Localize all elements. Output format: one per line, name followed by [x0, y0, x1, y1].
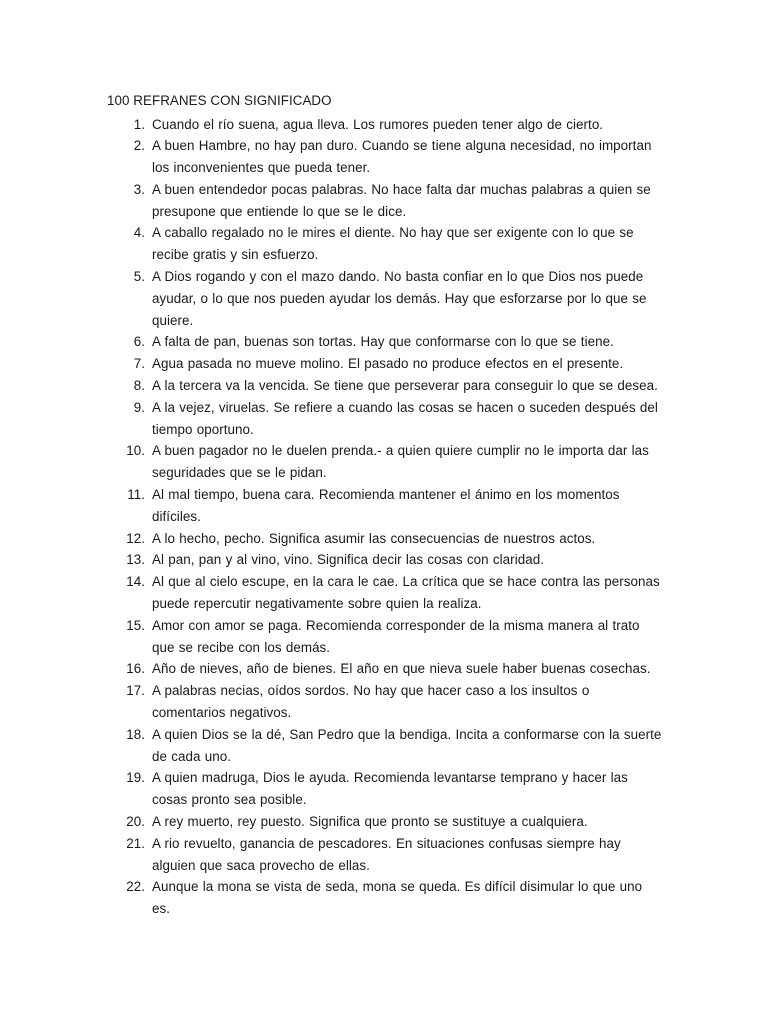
- proverb-item: [0, 135, 662, 179]
- item-number: 3.: [133, 181, 145, 197]
- proverb-item: [0, 440, 662, 484]
- proverb-item: [0, 680, 662, 724]
- item-text: A lo hecho, pecho. Significa asumir las consecuencias de nuestros actos.: [152, 530, 596, 546]
- item-text: Año de nieves, año de bienes. El año en que nieva suele haber buenas cosechas.: [152, 661, 651, 677]
- proverb-item: [0, 353, 662, 375]
- proverb-item: [0, 331, 662, 353]
- item-text: A palabras necias, oídos sordos. No hay que hacer caso a los insultos o comentarios negativos.: [152, 683, 590, 721]
- proverb-item: [0, 767, 662, 811]
- item-text: A buen Hambre, no hay pan duro. Cuando se tiene alguna necesidad, no importan los inconvenientes que pueda tener.: [152, 138, 652, 176]
- proverb-item: [0, 266, 662, 331]
- proverb-item: [0, 549, 662, 571]
- item-number: 22.: [126, 879, 145, 895]
- item-number: 10.: [126, 443, 145, 459]
- item-number: 19.: [126, 770, 145, 786]
- item-number: 9.: [133, 399, 145, 415]
- item-text: Agua pasada no mueve molino. El pasado no produce efectos en el presente.: [152, 356, 624, 372]
- item-text: A la vejez, viruelas. Se refiere a cuando las cosas se hacen o suceden después del tiempo oportuno.: [152, 399, 658, 437]
- item-text: A buen pagador no le duelen prenda.- a quien quiere cumplir no le importa dar las seguridades que se le pidan.: [152, 443, 649, 481]
- item-text: A buen entendedor pocas palabras. No hace falta dar muchas palabras a quien se presupone que entiende lo que se le dice.: [152, 181, 651, 219]
- proverb-item: [0, 833, 662, 877]
- item-text: Al mal tiempo, buena cara. Recomienda mantener el ánimo en los momentos difíciles.: [152, 487, 620, 524]
- item-number: 21.: [126, 835, 145, 851]
- item-text: A la tercera va la vencida. Se tiene que perseverar para conseguir lo que se desea.: [152, 378, 658, 394]
- item-text: A falta de pan, buenas son tortas. Hay que conformarse con lo que se tiene.: [152, 334, 614, 350]
- item-text: Cuando el río suena, agua lleva. Los rumores pueden tener algo de cierto.: [152, 116, 604, 132]
- item-number: 15.: [126, 617, 145, 633]
- item-text: A caballo regalado no le mires el diente. No hay que ser exigente con lo que se recibe gratis y sin esfuerzo.: [152, 225, 634, 263]
- proverb-item: [0, 375, 662, 397]
- proverb-item: [0, 615, 662, 659]
- proverb-item: [0, 724, 662, 768]
- proverb-item: [0, 484, 662, 528]
- item-text: A rio revuelto, ganancia de pescadores. En situaciones confusas siempre hay alguien que saca provecho de ellas.: [152, 835, 621, 873]
- proverb-item: [0, 571, 662, 615]
- item-number: 5.: [133, 269, 145, 285]
- item-text: Aunque la mona se vista de seda, mona se queda. Es difícil disimular lo que uno es.: [152, 879, 643, 917]
- item-number: 2.: [133, 138, 145, 154]
- item-number: 20.: [126, 814, 145, 829]
- item-number: 4.: [133, 225, 145, 241]
- item-number: 17.: [126, 683, 145, 699]
- item-text: Al pan, pan y al vino, vino. Significa decir las cosas con claridad.: [152, 552, 544, 568]
- proverb-item: [0, 658, 662, 680]
- proverb-item: [0, 528, 662, 550]
- item-text: A Dios rogando y con el mazo dando. No basta confiar en lo que Dios nos puede ayudar, o lo que nos pueden ayudar los demás. Hay que esforzarse por lo que se quiere.: [152, 269, 647, 328]
- proverb-item: [0, 397, 662, 441]
- proverb-item: [0, 114, 662, 136]
- item-number: 7.: [133, 356, 145, 372]
- item-text: A quien Dios se la dé, San Pedro que la bendiga. Incita a conformarse con la suerte de cada uno.: [152, 726, 662, 764]
- item-text: Al que al cielo escupe, en la cara le cae. La crítica que se hace contra las personas puede repercutir negativamente sobre quien la realiza.: [152, 574, 660, 612]
- proverb-item: [0, 876, 662, 920]
- item-text: Amor con amor se paga. Recomienda corresponder de la misma manera al trato que se recibe con los demás.: [152, 617, 640, 655]
- proverb-list: [0, 114, 768, 920]
- document-title: 100 REFRANES CON SIGNIFICADO: [107, 93, 332, 108]
- item-text: A rey muerto, rey puesto. Significa que pronto se sustituye a cualquiera.: [152, 814, 588, 829]
- item-number: 18.: [126, 726, 145, 742]
- proverb-item: [0, 811, 662, 833]
- item-number: 6.: [133, 334, 145, 350]
- item-number: 13.: [126, 552, 145, 568]
- item-number: 11.: [127, 487, 145, 503]
- item-text: A quien madruga, Dios le ayuda. Recomienda levantarse temprano y hacer las cosas pronto sea posible.: [152, 770, 628, 808]
- item-number: 14.: [126, 574, 145, 590]
- item-number: 16.: [126, 661, 145, 677]
- item-number: 12.: [126, 530, 145, 546]
- proverb-item: [0, 179, 662, 223]
- proverb-item: [0, 222, 662, 266]
- item-number: 8.: [133, 378, 145, 394]
- item-number: 1.: [133, 116, 145, 132]
